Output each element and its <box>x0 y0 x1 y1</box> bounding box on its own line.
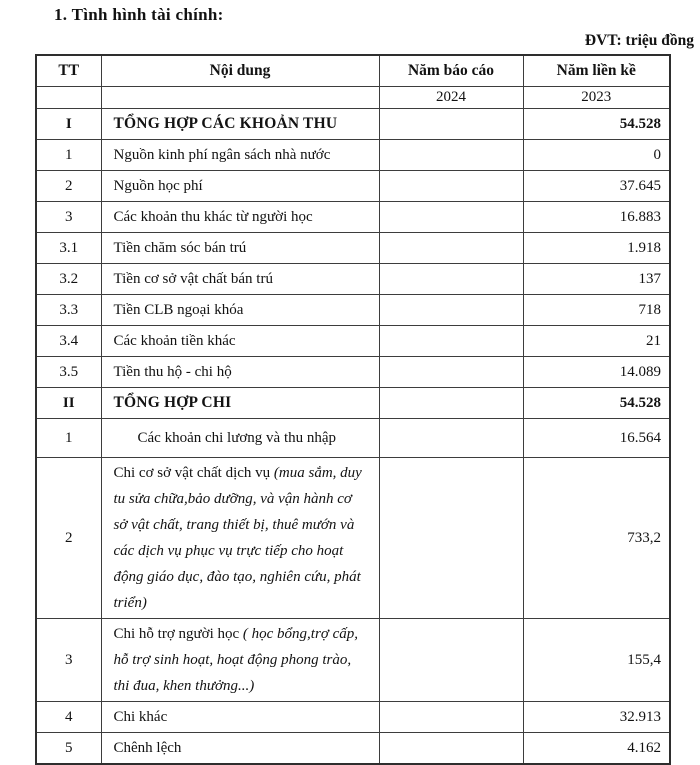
row-index-cell: 4 <box>36 702 101 733</box>
row-content-cell <box>101 326 379 357</box>
col-header-nam-bao-cao: Năm báo cáo <box>379 55 523 87</box>
row-index-cell: I <box>36 109 101 140</box>
row-index-cell: 1 <box>36 140 101 171</box>
year-prev-header-cell: 2023 <box>523 87 670 109</box>
page-title: 1. Tình hình tài chính: <box>54 5 224 24</box>
row-content-cell <box>101 202 379 233</box>
table-row <box>36 171 670 202</box>
table-row <box>36 702 670 733</box>
row-content-cell <box>101 109 379 140</box>
table-row <box>36 733 670 765</box>
row-label: Chi cơ sở vật chất dịch vụ <box>113 465 274 481</box>
table-row <box>36 295 670 326</box>
row-content-cell <box>101 233 379 264</box>
row-content-cell <box>101 733 379 765</box>
year-prev-value-cell: 155,4 <box>523 619 670 702</box>
row-label-note: (mua sắm, duy tu sửa chữa,bảo dưỡng, và vận hành cơ sở vật chất, trang thiết bị, thuê mướn và các dịch vụ phục vụ trực tiếp cho hoạt động giáo dục, đào tạo, nghiên cứu, phát triển) <box>113 465 362 611</box>
row-content-cell <box>101 295 379 326</box>
year-prev-value-cell: 718 <box>523 295 670 326</box>
row-label: Chênh lệch <box>113 740 182 756</box>
row-index-cell: 3 <box>36 202 101 233</box>
table-row <box>36 264 670 295</box>
table-row <box>36 140 670 171</box>
year-prev-value-cell: 37.645 <box>523 171 670 202</box>
year-report-value-cell <box>379 388 523 419</box>
row-index-cell: 5 <box>36 733 101 765</box>
row-index-cell: 3.2 <box>36 264 101 295</box>
unit-label: ĐVT: triệu đồng <box>584 32 694 49</box>
row-index-cell: 3.5 <box>36 357 101 388</box>
row-index-cell: 3 <box>36 619 101 702</box>
table-row <box>36 419 670 458</box>
year-prev-value-cell: 0 <box>523 140 670 171</box>
row-content-cell <box>101 171 379 202</box>
row-label: Các khoản chi lương và thu nhập <box>137 430 337 446</box>
table-row <box>36 233 670 264</box>
year-prev-value-cell: 137 <box>523 264 670 295</box>
col-header-tt: TT <box>36 55 101 87</box>
row-label-note: ( học bổng,trợ cấp, hỗ trợ sinh hoạt, hoạt động phong trào, thi đua, khen thưởng...) <box>113 626 358 694</box>
row-label: Nguồn kinh phí ngân sách nhà nước <box>113 147 331 163</box>
row-label: Các khoản tiền khác <box>113 333 236 349</box>
year-report-value-cell <box>379 357 523 388</box>
row-label: Nguồn học phí <box>113 178 203 194</box>
year-prev-value-cell: 21 <box>523 326 670 357</box>
table-row <box>36 109 670 140</box>
row-label: Tiền chăm sóc bán trú <box>113 240 247 256</box>
year-prev-value-cell: 16.564 <box>523 419 670 458</box>
year-report-value-cell <box>379 202 523 233</box>
row-label: Tiền CLB ngoại khóa <box>113 302 244 318</box>
year-prev-value-cell: 4.162 <box>523 733 670 765</box>
row-index-cell: II <box>36 388 101 419</box>
finance-table <box>35 54 671 765</box>
row-content-cell <box>101 388 379 419</box>
year-row-content-cell <box>101 87 379 109</box>
table-row <box>36 326 670 357</box>
year-prev-value-cell: 1.918 <box>523 233 670 264</box>
row-index-cell: 2 <box>36 458 101 619</box>
table-row <box>36 357 670 388</box>
year-row <box>36 87 670 109</box>
table-row <box>36 619 670 702</box>
row-content-cell <box>101 264 379 295</box>
year-report-value-cell <box>379 171 523 202</box>
year-row-tt-cell <box>36 87 101 109</box>
year-prev-value-cell: 32.913 <box>523 702 670 733</box>
table-row <box>36 458 670 619</box>
row-label: TỔNG HỢP CHI <box>113 394 232 411</box>
row-content-cell <box>101 619 379 702</box>
year-prev-value-cell: 14.089 <box>523 357 670 388</box>
row-content-cell <box>101 702 379 733</box>
table-row <box>36 388 670 419</box>
year-prev-value-cell: 54.528 <box>523 388 670 419</box>
row-index-cell: 2 <box>36 171 101 202</box>
col-header-nam-lien-ke: Năm liền kề <box>523 55 670 87</box>
year-report-value-cell <box>379 458 523 619</box>
year-report-value-cell <box>379 109 523 140</box>
year-prev-value-cell: 733,2 <box>523 458 670 619</box>
header-row <box>36 55 670 87</box>
table-row <box>36 202 670 233</box>
year-prev-value-cell: 16.883 <box>523 202 670 233</box>
table-body <box>36 109 670 765</box>
row-label: Các khoản thu khác từ người học <box>113 209 313 225</box>
year-report-value-cell <box>379 233 523 264</box>
row-index-cell: 3.1 <box>36 233 101 264</box>
row-label: Chi khác <box>113 709 168 725</box>
row-content-cell <box>101 458 379 619</box>
row-label: Chi hỗ trợ người học <box>113 626 243 642</box>
year-prev-value-cell: 54.528 <box>523 109 670 140</box>
row-content-cell <box>101 419 379 458</box>
year-report-value-cell <box>379 733 523 765</box>
year-report-value-cell <box>379 264 523 295</box>
year-report-value-cell <box>379 140 523 171</box>
row-content-cell <box>101 357 379 388</box>
year-report-value-cell <box>379 326 523 357</box>
row-label: TỔNG HỢP CÁC KHOẢN THU <box>113 115 338 132</box>
year-report-value-cell <box>379 295 523 326</box>
year-report-value-cell <box>379 702 523 733</box>
year-report-header-cell: 2024 <box>379 87 523 109</box>
col-header-noi-dung: Nội dung <box>101 55 379 87</box>
row-label: Tiền thu hộ - chi hộ <box>113 364 232 380</box>
row-index-cell: 3.3 <box>36 295 101 326</box>
row-index-cell: 3.4 <box>36 326 101 357</box>
row-content-cell <box>101 140 379 171</box>
row-label: Tiền cơ sở vật chất bán trú <box>113 271 273 287</box>
year-report-value-cell <box>379 619 523 702</box>
row-index-cell: 1 <box>36 419 101 458</box>
year-report-value-cell <box>379 419 523 458</box>
